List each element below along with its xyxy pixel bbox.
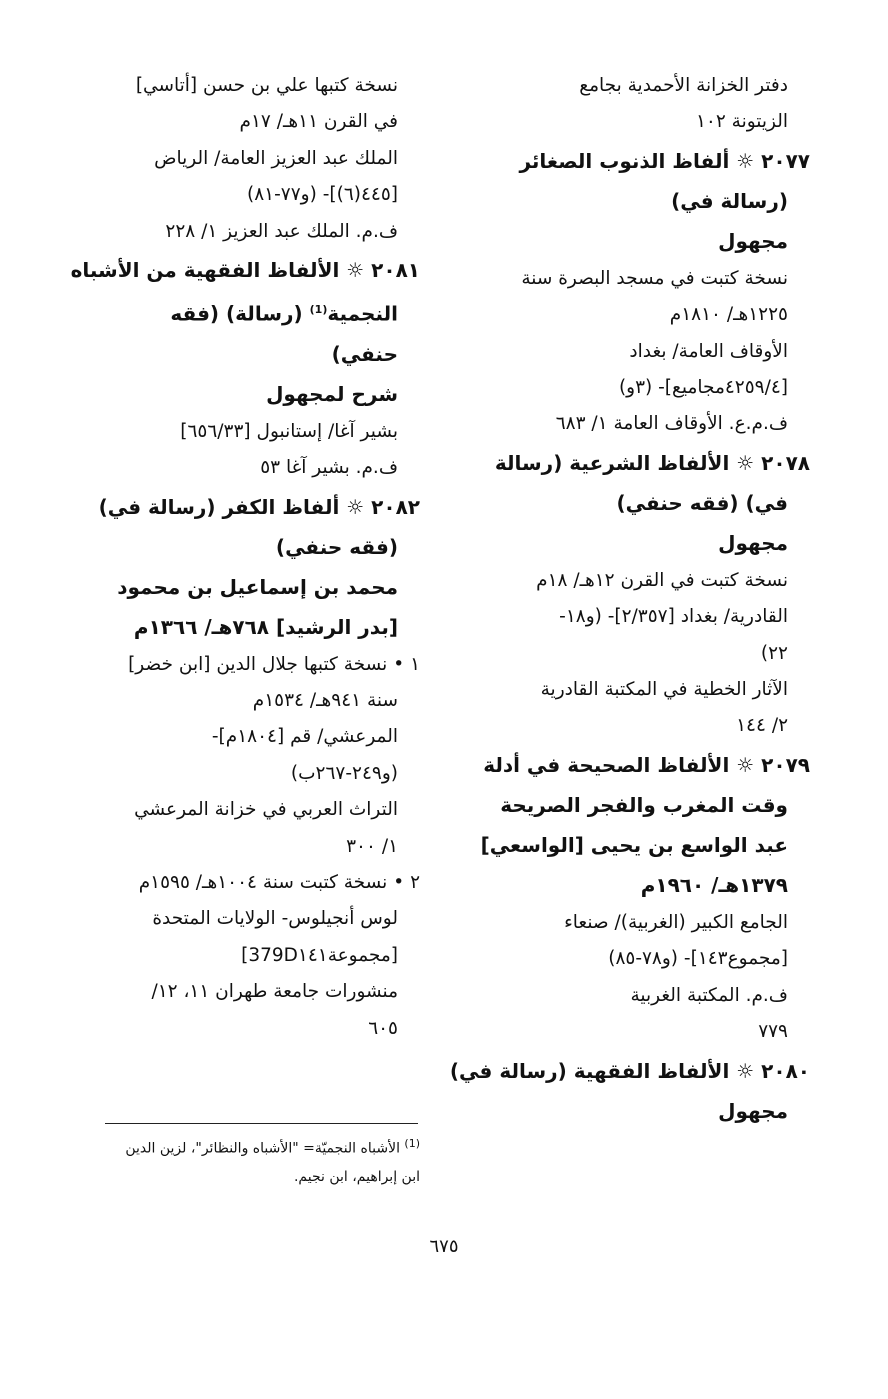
entry-2078-heading-cont: في) (فقه حنفي) [616, 490, 788, 515]
footnote-line: ابن إبراهيم، ابن نجيم. [293, 1168, 420, 1185]
footnote-mark: (1) [404, 1137, 420, 1150]
entry-2080-heading: ٢٠٨٠ ☼ الألفاظ الفقهية (رسالة في) [449, 1058, 810, 1083]
text-line: نسخة كتبها جلال الدين [ابن خضر] [128, 653, 388, 675]
text-line: الآثار الخطية في المكتبة القادرية [540, 679, 788, 701]
entry-2079-author: عبد الواسع بن يحيى [الواسعي] [480, 832, 788, 857]
footnote-divider [105, 1123, 418, 1124]
entry-2079-heading: ٢٠٧٩ ☼ الألفاظ الصحيحة في أدلة [483, 752, 810, 777]
text-line: الملك عبد العزيز العامة/ الرياض [154, 147, 398, 169]
text-line: نسخة كتبها علي بن حسن [أتاسي] [135, 75, 398, 96]
entry-2081-heading-cont: حنفي) [331, 341, 398, 366]
text-line: ف.م. المكتبة الغربية [630, 984, 788, 1006]
entry-2079-heading-cont: وقت المغرب والفجر الصريحة [500, 792, 788, 817]
text-line: نسخة كتبت سنة ١٠٠٤هـ/ ١٥٩٥م [138, 871, 388, 893]
text-line: في القرن ١١هـ/ ١٧م [239, 111, 398, 133]
entry-2081-author: شرح لمجهول [266, 381, 398, 406]
footnote [90, 1130, 420, 1191]
text-line: [٤٤٥(٦)]- (و٧٧-٨١) [247, 184, 398, 206]
text-line: الجامع الكبير (الغربية)/ صنعاء [564, 911, 788, 933]
text-line: التراث العربي في خزانة المرعشي [134, 799, 398, 821]
text-line: نسخة كتبت في القرن ١٢هـ/ ١٨م [536, 569, 788, 591]
text-line: ٢٢) [760, 642, 788, 664]
page-number: ٦٧٥ [429, 1236, 459, 1257]
text-line: دفتر الخزانة الأحمدية بجامع [579, 75, 788, 96]
entry-2077-heading-cont: (رسالة في) [671, 188, 788, 213]
text-line: منشورات جامعة طهران ١١، ١٢/ [151, 981, 398, 1003]
text-line: ٢/ ١٤٤ [736, 715, 788, 737]
text-line: ف.م.ع. الأوقاف العامة ١/ ٦٨٣ [555, 413, 788, 435]
entry-2077-heading: ٢٠٧٧ ☼ ألفاظ الذنوب الصغائر [519, 148, 810, 173]
numbered-item [75, 647, 420, 683]
entry-2077-author: مجهول [718, 228, 788, 253]
text-line: القادرية/ بغداد [٢/٣٥٧]- (و١٨- [559, 606, 788, 628]
text-line: (و٢٤٩-٢٦٧ب) [290, 762, 398, 784]
item-number: ٢ • [393, 871, 420, 893]
entry-2082-author-dates: [بدر الرشيد] ٧٦٨هـ/ ١٣٦٦م [133, 614, 398, 639]
text-line: ف.م. الملك عبد العزيز ١/ ٢٢٨ [165, 220, 398, 242]
entry-2081-title-part: النجمية [327, 301, 398, 326]
text-line: الأوقاف العامة/ بغداد [629, 340, 788, 362]
footnote-reference: (1) [309, 303, 328, 317]
entry-2081-heading-cont [75, 290, 420, 334]
text-line: [مجموع١٤٣]- (و٧٨-٨٥) [608, 948, 788, 970]
item-number: ١ • [393, 653, 420, 675]
entry-2079-author-dates: ١٣٧٩هـ/ ١٩٦٠م [640, 872, 788, 897]
text-line: [مجموعة379D١٤١] [241, 944, 398, 966]
text-line: ف.م. بشير آغا ٥٣ [260, 457, 398, 479]
text-line: ٦٠٥ [368, 1017, 398, 1039]
footnote-line [90, 1130, 420, 1163]
text-line: ٧٧٩ [758, 1021, 788, 1043]
text-line: ١٢٢٥هـ/ ١٨١٠م [669, 304, 788, 326]
entry-2078-author: مجهول [718, 530, 788, 555]
entry-2078-heading: ٢٠٧٨ ☼ الألفاظ الشرعية (رسالة [494, 450, 810, 475]
entry-2081-title-part: (رسالة) (فقه [170, 301, 303, 326]
entry-2082-heading: ٢٠٨٢ ☼ ألفاظ الكفر (رسالة في) [98, 494, 420, 519]
left-column [70, 68, 420, 1047]
text-line: ١/ ٣٠٠ [346, 835, 398, 857]
text-line: سنة ٩٤١هـ/ ١٥٣٤م [252, 689, 398, 711]
numbered-item [75, 865, 420, 901]
text-line: [٤٢٥٩/٤مجاميع]- (٣و) [618, 377, 788, 399]
right-column [449, 68, 810, 1131]
entry-2082-author: محمد بن إسماعيل بن محمود [117, 574, 398, 599]
text-line: لوس أنجيلوس- الولايات المتحدة [152, 908, 398, 930]
entry-2081-heading: ٢٠٨١ ☼ الألفاظ الفقهية من الأشباه [70, 258, 420, 283]
text-line: المرعشي/ قم [١٨٠٤م]- [211, 726, 398, 748]
entry-2080-author: مجهول [718, 1098, 788, 1123]
text-line: بشير آغا/ إستانبول [٦٥٦/٣٣] [180, 420, 398, 442]
text-line: الزيتونة ١٠٢ [695, 111, 788, 133]
footnote-text: الأشباه النجميّة= "الأشباه والنظائر"، لزين الدين [125, 1140, 400, 1157]
entry-2082-heading-cont: (فقه حنفي) [275, 534, 398, 559]
text-line: نسخة كتبت في مسجد البصرة سنة [521, 267, 788, 289]
